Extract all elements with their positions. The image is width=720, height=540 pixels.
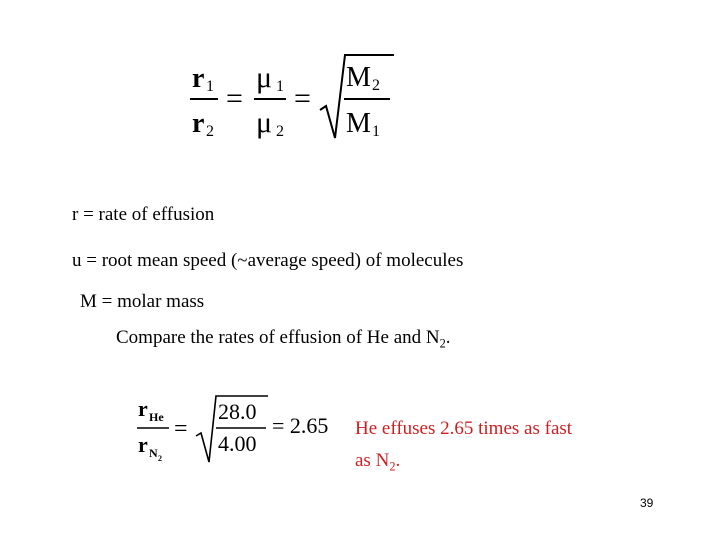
answer-period: . — [395, 450, 401, 471]
molar-mass-1-symbol: M — [346, 108, 371, 139]
rate-nitrogen-symbol: r — [138, 432, 148, 457]
mu-1-symbol: μ — [256, 61, 273, 94]
mu-2-subscript: 2 — [276, 123, 284, 140]
equals-sign-2: = — [294, 82, 311, 115]
question-subscript: 2 — [439, 336, 446, 351]
answer-line-2 — [355, 450, 400, 474]
rate-2-symbol: r — [192, 108, 205, 139]
answer-line-2-text: as N — [355, 450, 390, 471]
effusion-calculation-formula — [132, 390, 347, 470]
answer-line-1: He effuses 2.65 times as fast — [355, 418, 573, 439]
answer-subscript: 2 — [389, 459, 396, 474]
definition-rate: r = rate of effusion — [72, 204, 215, 225]
molar-mass-2-subscript: 2 — [372, 77, 380, 94]
molar-mass-1-subscript: 1 — [372, 123, 380, 140]
rate-helium-subscript: He — [149, 410, 164, 424]
rate-2-subscript: 2 — [206, 123, 214, 140]
molar-mass-helium-value: 4.00 — [218, 431, 257, 456]
equals-sign-1: = — [226, 82, 243, 115]
question-text: Compare the rates of effusion of He and N — [116, 327, 440, 348]
rate-1-symbol: r — [192, 63, 205, 94]
equals-sign-3: = — [174, 416, 188, 442]
page-number: 39 — [640, 496, 654, 510]
mu-1-subscript: 1 — [276, 78, 284, 95]
molar-mass-2-symbol: M — [346, 62, 371, 93]
rate-nitrogen-subscript-2: 2 — [158, 454, 162, 463]
effusion-ratio-result: = 2.65 — [272, 413, 329, 438]
comparison-question — [116, 327, 451, 351]
question-period: . — [445, 327, 451, 348]
definition-root-mean-speed: u = root mean speed (~average speed) of molecules — [72, 250, 464, 271]
rate-nitrogen-subscript: N — [149, 446, 158, 460]
rate-helium-symbol: r — [138, 396, 148, 421]
mu-2-symbol: μ — [256, 106, 273, 139]
molar-mass-nitrogen-value: 28.0 — [218, 399, 257, 424]
rate-1-subscript: 1 — [206, 78, 214, 95]
definition-molar-mass: M = molar mass — [80, 291, 205, 312]
graham-law-formula — [180, 48, 410, 148]
